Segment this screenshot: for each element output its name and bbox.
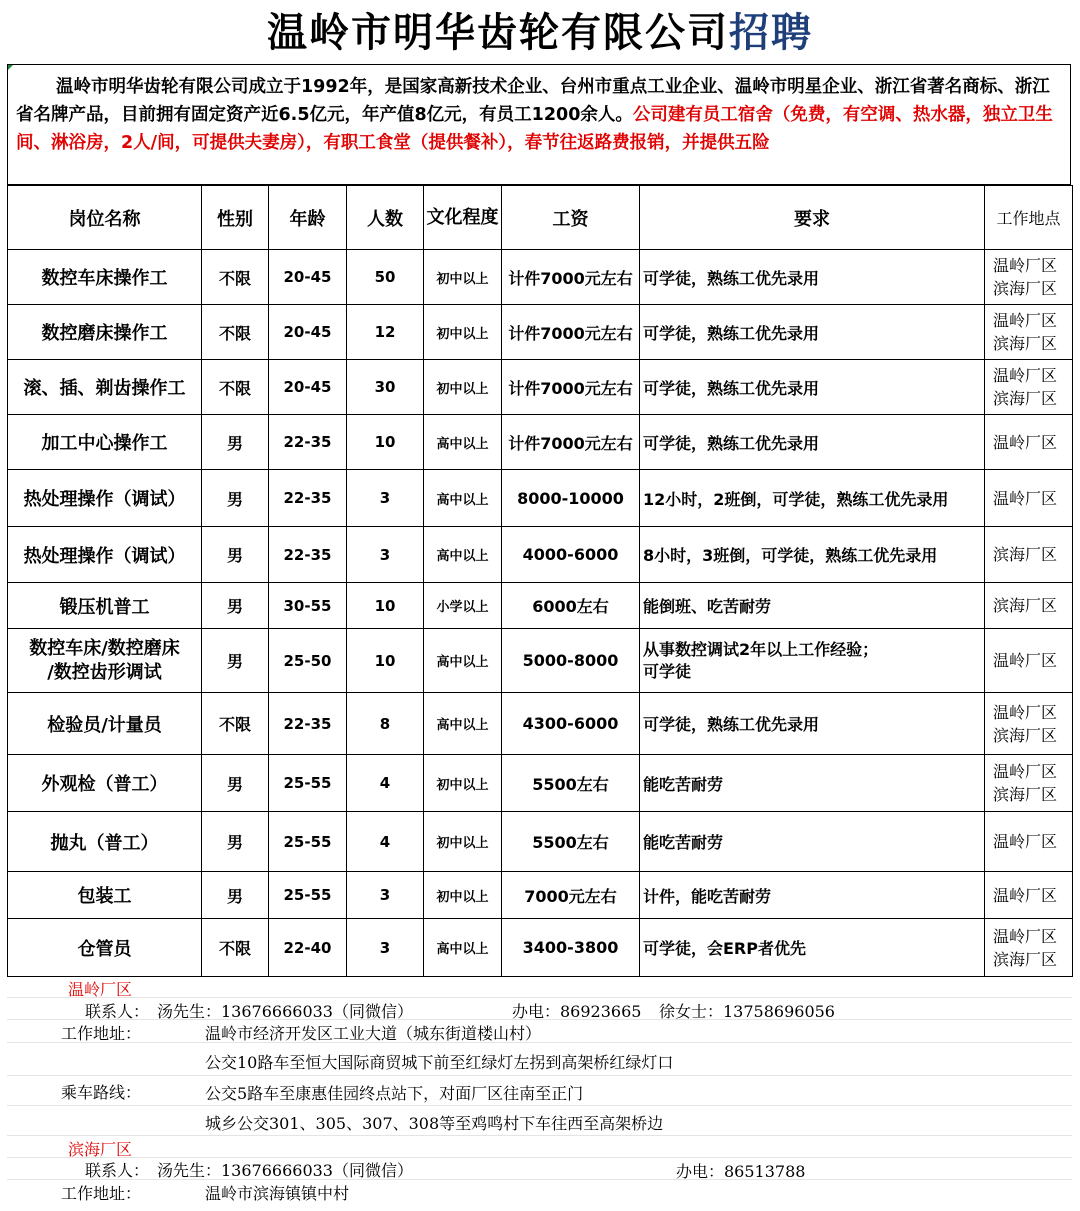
col-header-position: 岗位名称 <box>8 186 202 250</box>
divider <box>7 1075 1072 1076</box>
cell-salary: 5500左右 <box>502 812 640 872</box>
cell-location: 温岭厂区 滨海厂区 <box>985 755 1073 812</box>
page-title <box>0 0 1080 64</box>
cell-salary: 5500左右 <box>502 755 640 812</box>
divider <box>7 1019 1072 1020</box>
cell-sex: 不限 <box>202 250 269 305</box>
cell-count: 10 <box>347 583 424 629</box>
cell-count: 12 <box>347 305 424 360</box>
cell-location: 滨海厂区 <box>985 583 1073 629</box>
table-row <box>8 360 1073 415</box>
cell-education: 初中以上 <box>424 872 502 919</box>
cell-age: 22-35 <box>269 693 347 755</box>
cell-location: 温岭厂区 <box>985 470 1073 527</box>
divider <box>7 1179 1072 1180</box>
divider <box>7 1042 1072 1043</box>
table-row <box>8 812 1073 872</box>
cell-sex: 不限 <box>202 919 269 977</box>
binhai-contact-person: 汤先生：13676666033（同微信） <box>157 1161 413 1180</box>
cell-sex: 男 <box>202 872 269 919</box>
wenling-office-phone: 办电：86923665 <box>512 1002 642 1021</box>
col-header-count: 人数 <box>347 186 424 250</box>
cell-education: 初中以上 <box>424 812 502 872</box>
cell-position: 仓管员 <box>8 919 202 977</box>
cell-age: 25-55 <box>269 812 347 872</box>
cell-location: 温岭厂区 滨海厂区 <box>985 693 1073 755</box>
cell-requirements: 可学徒，熟练工优先录用 <box>640 693 985 755</box>
wenling-address: 温岭市经济开发区工业大道（城东街道楼山村） <box>205 1024 542 1043</box>
cell-requirements: 计件，能吃苦耐劳 <box>640 872 985 919</box>
table-row <box>8 527 1073 583</box>
binhai-address: 温岭市滨海镇镇中村 <box>205 1184 350 1203</box>
binhai-site-label: 滨海厂区 <box>68 1140 133 1159</box>
cell-requirements: 可学徒，熟练工优先录用 <box>640 305 985 360</box>
binhai-office-phone: 办电：86513788 <box>676 1162 806 1181</box>
cell-age: 25-55 <box>269 872 347 919</box>
cell-location: 温岭厂区 <box>985 812 1073 872</box>
cell-salary: 6000左右 <box>502 583 640 629</box>
cell-location: 温岭厂区 滨海厂区 <box>985 919 1073 977</box>
cell-requirements: 能吃苦耐劳 <box>640 812 985 872</box>
table-header-row <box>8 186 1073 250</box>
wenling-route-2: 公交5路车至康惠佳园终点站下，对面厂区往南至正门 <box>205 1084 584 1103</box>
title-accent: 招聘 <box>729 10 813 56</box>
wenling-contact-label: 联系人： <box>85 1002 150 1021</box>
cell-sex: 男 <box>202 583 269 629</box>
cell-salary: 4000-6000 <box>502 527 640 583</box>
table-row <box>8 872 1073 919</box>
cell-salary: 5000-8000 <box>502 629 640 693</box>
table-row <box>8 415 1073 470</box>
cell-age: 20-45 <box>269 250 347 305</box>
cell-count: 3 <box>347 470 424 527</box>
cell-age: 20-45 <box>269 360 347 415</box>
table-row <box>8 470 1073 527</box>
cell-education: 高中以上 <box>424 415 502 470</box>
cell-count: 3 <box>347 872 424 919</box>
company-name: 温岭市明华齿轮有限公司 <box>267 10 729 56</box>
cell-position: 抛丸（普工） <box>8 812 202 872</box>
cell-requirements: 从事数控调试2年以上工作经验； 可学徒 <box>640 629 985 693</box>
wenling-route-3: 城乡公交301、305、307、308等至鸡鸣村下车往西至高架桥边 <box>205 1114 664 1133</box>
cell-sex: 男 <box>202 527 269 583</box>
cell-salary: 计件7000元左右 <box>502 360 640 415</box>
cell-education: 初中以上 <box>424 360 502 415</box>
cell-location: 温岭厂区 滨海厂区 <box>985 305 1073 360</box>
cell-sex: 男 <box>202 755 269 812</box>
wenling-site-label: 温岭厂区 <box>68 980 133 999</box>
col-header-education: 文化程度 <box>424 186 502 250</box>
cell-sex: 男 <box>202 470 269 527</box>
cell-salary: 7000元左右 <box>502 872 640 919</box>
cell-sex: 男 <box>202 629 269 693</box>
binhai-address-label: 工作地址： <box>61 1184 142 1203</box>
wenling-contact-person: 汤先生：13676666033（同微信） <box>157 1002 413 1021</box>
table-row <box>8 755 1073 812</box>
divider <box>7 1135 1072 1136</box>
cell-position: 包装工 <box>8 872 202 919</box>
cell-education: 初中以上 <box>424 755 502 812</box>
table-row <box>8 305 1073 360</box>
cell-count: 4 <box>347 755 424 812</box>
cell-count: 30 <box>347 360 424 415</box>
cell-age: 20-45 <box>269 305 347 360</box>
cell-salary: 计件7000元左右 <box>502 415 640 470</box>
cell-education: 高中以上 <box>424 919 502 977</box>
cell-education: 高中以上 <box>424 527 502 583</box>
cell-requirements: 可学徒，熟练工优先录用 <box>640 360 985 415</box>
cell-location: 温岭厂区 <box>985 629 1073 693</box>
jobs-table <box>7 185 1073 977</box>
cell-age: 22-35 <box>269 415 347 470</box>
cell-location: 温岭厂区 滨海厂区 <box>985 250 1073 305</box>
table-row <box>8 693 1073 755</box>
cell-location: 温岭厂区 <box>985 415 1073 470</box>
cell-salary: 计件7000元左右 <box>502 250 640 305</box>
cell-position: 锻压机普工 <box>8 583 202 629</box>
cell-age: 30-55 <box>269 583 347 629</box>
table-row <box>8 583 1073 629</box>
cell-age: 22-40 <box>269 919 347 977</box>
col-header-requirements: 要求 <box>640 186 985 250</box>
intro-text: 温岭市明华齿轮有限公司成立于1992年，是国家高新技术企业、台州市重点工业企业、温岭市明星企业、浙江省著名商标、浙江省名牌产品，目前拥有固定资产近6.5亿元，年产值8亿元，有员工1200余人。 <box>16 77 1050 125</box>
divider <box>7 1105 1072 1106</box>
cell-count: 50 <box>347 250 424 305</box>
table-row <box>8 250 1073 305</box>
col-header-salary: 工资 <box>502 186 640 250</box>
wenling-contact2: 徐女士：13758696056 <box>659 1002 835 1021</box>
cell-requirements: 能倒班、吃苦耐劳 <box>640 583 985 629</box>
divider <box>7 997 1072 998</box>
col-header-age: 年龄 <box>269 186 347 250</box>
cell-count: 8 <box>347 693 424 755</box>
cell-count: 4 <box>347 812 424 872</box>
cell-requirements: 可学徒，熟练工优先录用 <box>640 250 985 305</box>
cell-education: 高中以上 <box>424 470 502 527</box>
cell-location: 滨海厂区 <box>985 527 1073 583</box>
intro-benefits: 公司建有员工宿舍（免费，有空调、热水器，独立卫生间、淋浴房，2人/间，可提供夫妻房），有职工食堂（提供餐补），春节往返路费报销，并提供五险 <box>16 105 1053 153</box>
cell-sex: 不限 <box>202 693 269 755</box>
cell-requirements: 8小时，3班倒，可学徒，熟练工优先录用 <box>640 527 985 583</box>
cell-location: 温岭厂区 <box>985 872 1073 919</box>
cell-age: 22-35 <box>269 527 347 583</box>
cell-sex: 男 <box>202 415 269 470</box>
cell-requirements: 12小时，2班倒，可学徒，熟练工优先录用 <box>640 470 985 527</box>
cell-salary: 4300-6000 <box>502 693 640 755</box>
cell-salary: 计件7000元左右 <box>502 305 640 360</box>
cell-requirements: 可学徒，熟练工优先录用 <box>640 415 985 470</box>
cell-position: 数控车床操作工 <box>8 250 202 305</box>
cell-requirements: 可学徒，会ERP者优先 <box>640 919 985 977</box>
binhai-contact-label: 联系人： <box>85 1161 150 1180</box>
cell-education: 初中以上 <box>424 250 502 305</box>
cell-count: 10 <box>347 415 424 470</box>
cell-education: 小学以上 <box>424 583 502 629</box>
wenling-address-label: 工作地址： <box>61 1024 142 1043</box>
cell-age: 25-50 <box>269 629 347 693</box>
table-row <box>8 629 1073 693</box>
cell-position: 加工中心操作工 <box>8 415 202 470</box>
cell-position: 数控车床/数控磨床 /数控齿形调试 <box>8 629 202 693</box>
cell-education: 高中以上 <box>424 693 502 755</box>
cell-marker <box>8 65 13 70</box>
col-header-location: 工作地点 <box>985 186 1073 250</box>
cell-count: 10 <box>347 629 424 693</box>
cell-salary: 3400-3800 <box>502 919 640 977</box>
wenling-route-label: 乘车路线： <box>61 1083 142 1102</box>
cell-education: 初中以上 <box>424 305 502 360</box>
cell-education: 高中以上 <box>424 629 502 693</box>
cell-requirements: 能吃苦耐劳 <box>640 755 985 812</box>
cell-age: 25-55 <box>269 755 347 812</box>
cell-position: 外观检（普工） <box>8 755 202 812</box>
cell-count: 3 <box>347 527 424 583</box>
cell-sex: 不限 <box>202 305 269 360</box>
table-row <box>8 919 1073 977</box>
cell-position: 热处理操作（调试） <box>8 527 202 583</box>
col-header-sex: 性别 <box>202 186 269 250</box>
cell-count: 3 <box>347 919 424 977</box>
contact-section <box>7 975 1072 1211</box>
cell-sex: 不限 <box>202 360 269 415</box>
cell-salary: 8000-10000 <box>502 470 640 527</box>
cell-age: 22-35 <box>269 470 347 527</box>
cell-position: 热处理操作（调试） <box>8 470 202 527</box>
cell-sex: 男 <box>202 812 269 872</box>
cell-position: 检验员/计量员 <box>8 693 202 755</box>
company-intro <box>7 64 1071 185</box>
wenling-route-1: 公交10路车至恒大国际商贸城下前至红绿灯左拐到高架桥红绿灯口 <box>205 1053 674 1072</box>
cell-location: 温岭厂区 滨海厂区 <box>985 360 1073 415</box>
cell-position: 滚、插、剃齿操作工 <box>8 360 202 415</box>
cell-position: 数控磨床操作工 <box>8 305 202 360</box>
